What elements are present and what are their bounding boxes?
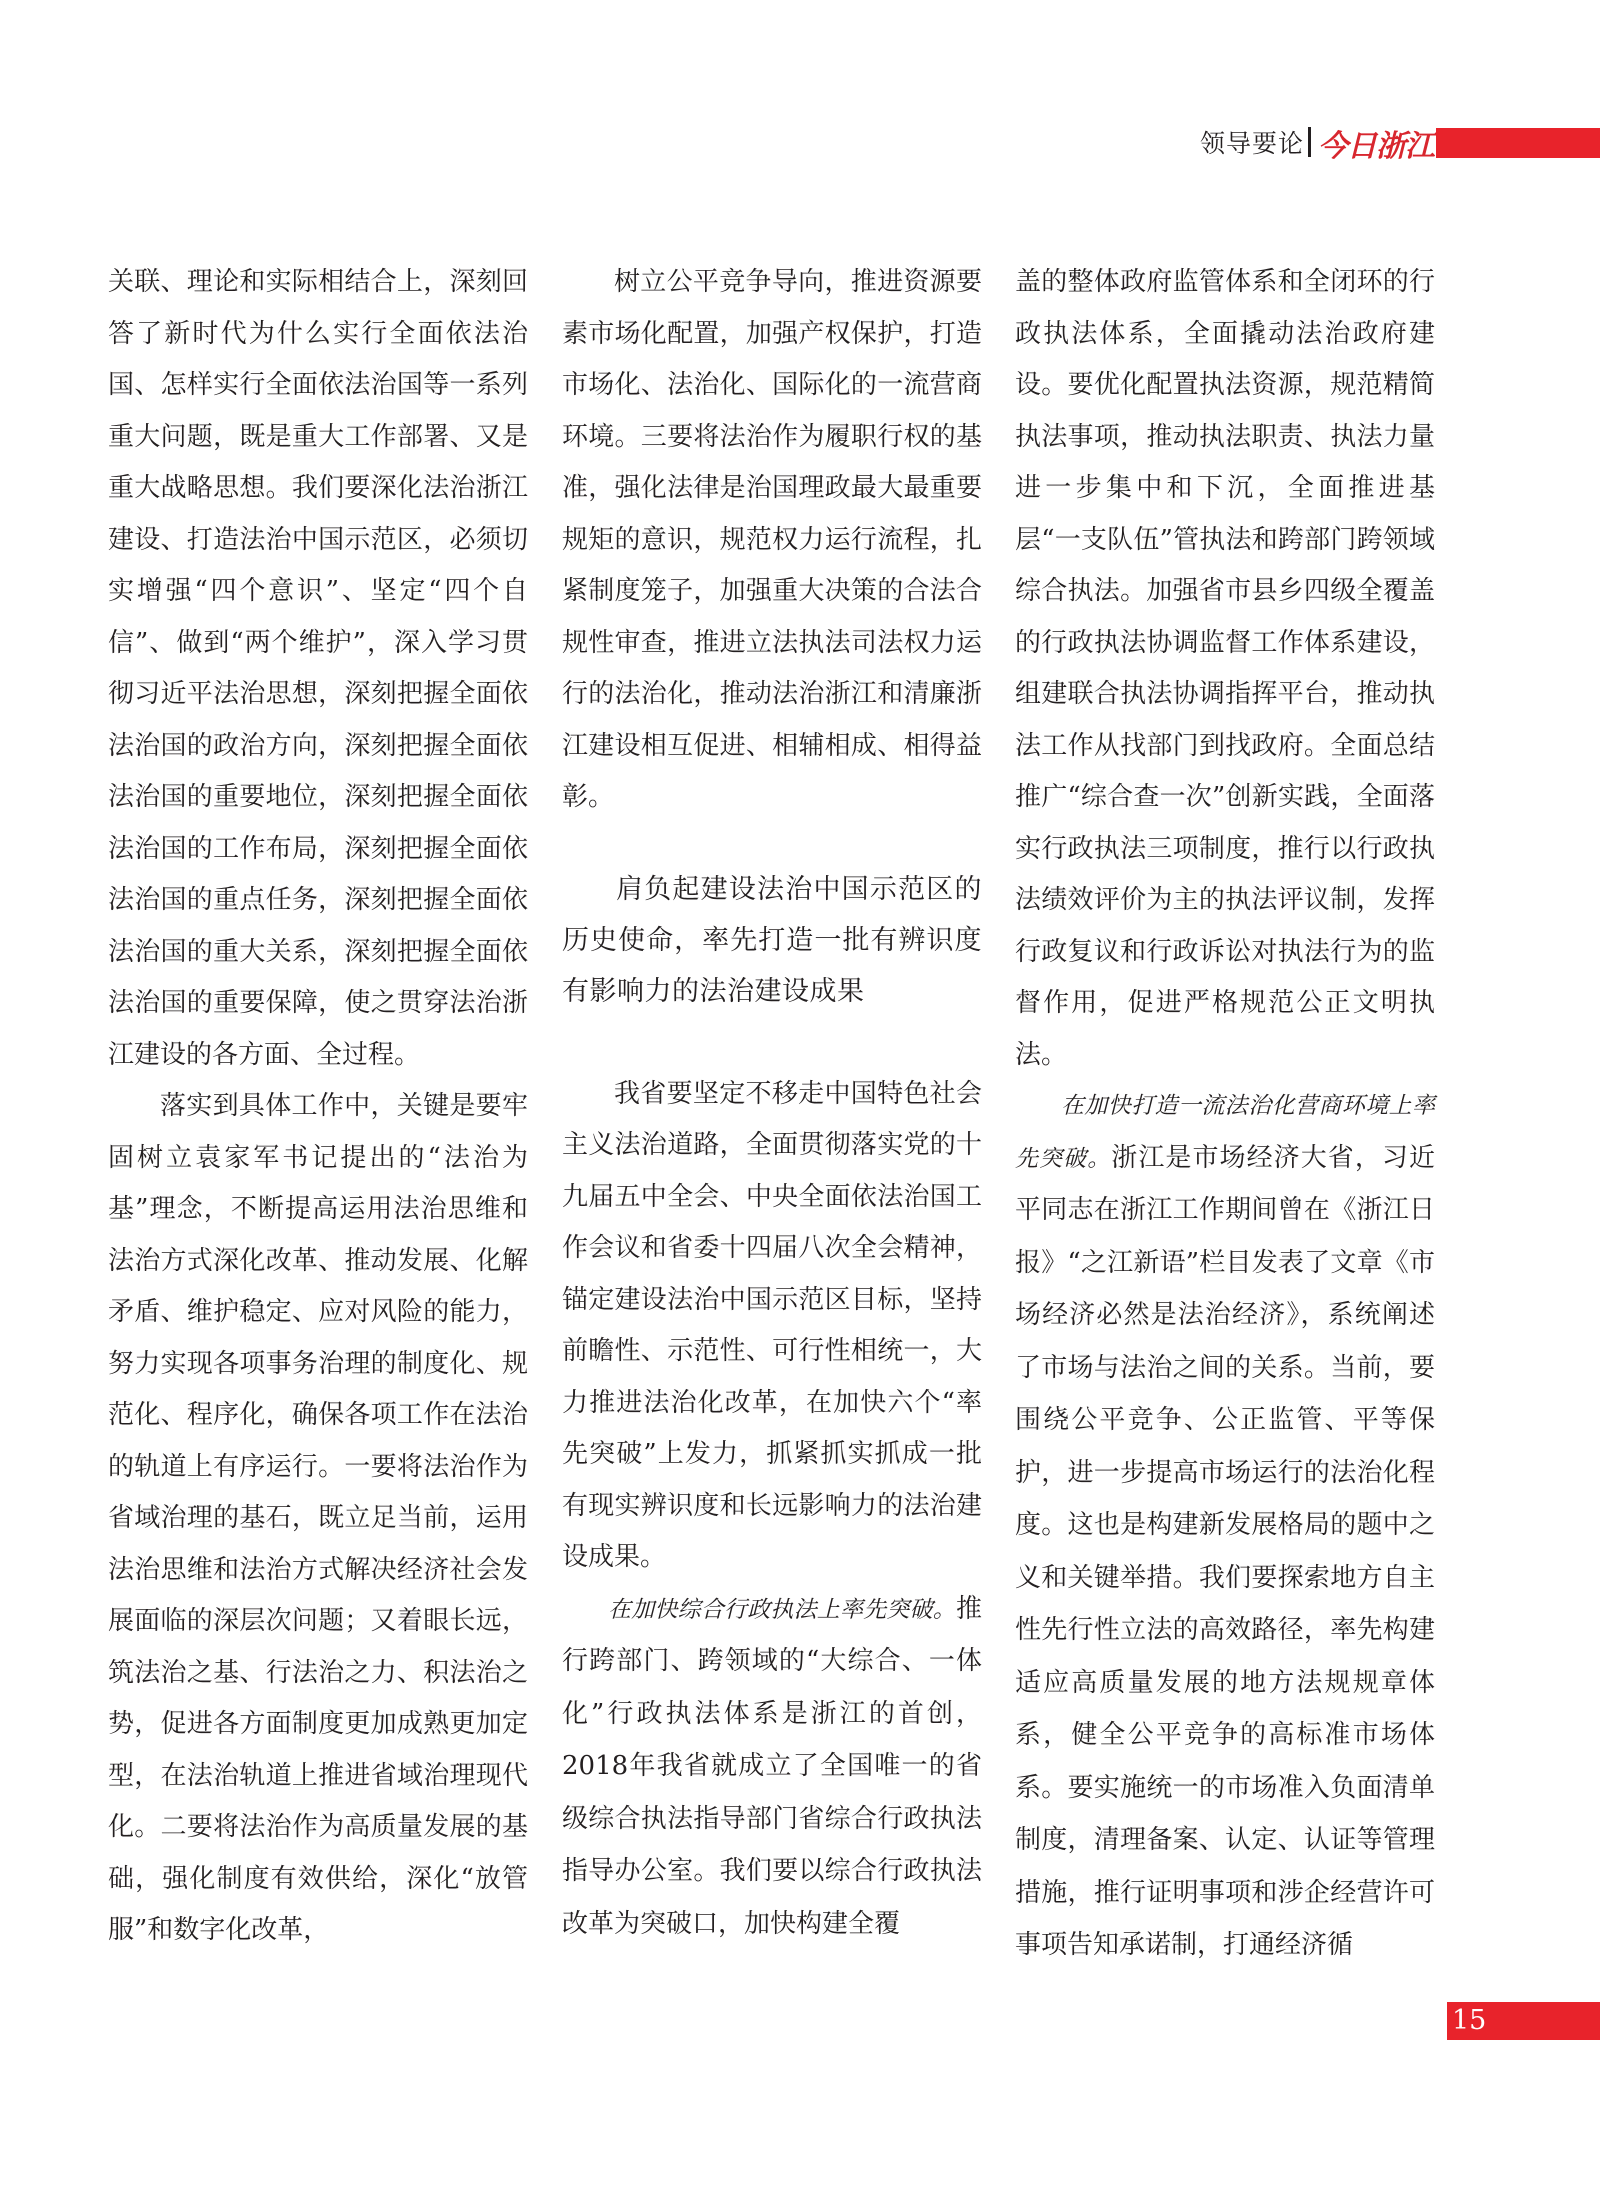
paragraph: 我省要坚定不移走中国特色社会主义法治道路，全面贯彻落实党的十九届五中全会、中央全面依法治国工作会议和省委十四届八次全会精神，锚定建设法治中国示范区目标，坚持前瞻性、示范性、可行性相统一，大力推进法治化改革，在加快六个“率先突破”上发力，抓紧抓实抓成一批有现实辨识度和长远影响力的法治建设成果。 [562,1078,982,1572]
paragraph [562,1584,982,1952]
header-accent-bar [1436,128,1600,158]
paragraph-text: 浙江是市场经济大省，习近平同志在浙江工作期间曾在《浙江日报》“之江新语”栏目发表了文章《市场经济必然是法治经济》，系统阐述了市场与法治之间的关系。当前，要围绕公平竞争、公正监管、平等保护，进一步提高市场运行的法治化程度。这也是构建新发展格局的题中之义和关键举措。我们要探索地方自主性先行性立法的高效路径，率先构建适应高质量发展的地方法规规章体系，健全公平竞争的高标准市场体系。要实施统一的市场准入负面清单制度，清理备案、认定、认证等管理措施，推行证明事项和涉企经营许可事项告知承诺制，打通经济循 [1015,1142,1435,1960]
section-heading: 肩负起建设法治中国示范区的历史使命，率先打造一批有辨识度有影响力的法治建设成果 [562,873,982,1007]
paragraph: 落实到具体工作中，关键是要牢固树立袁家军书记提出的“法治为基”理念，不断提高运用法治思维和法治方式深化改革、推动发展、化解矛盾、维护稳定、应对风险的能力，努力实现各项事务治理的制度化、规范化、程序化，确保各项工作在法治的轨道上有序运行。一要将法治作为省域治理的基石，既立足当前，运用法治思维和法治方式解决经济社会发展面临的深层次问题；又着眼长远，筑法治之基、行法治之力、积法治之势，促进各方面制度更加成熟更加定型，在法治轨道上推进省域治理现代化。二要将法治作为高质量发展的基础，强化制度有效供给，深化“放管服”和数字化改革， [108,1091,528,1945]
magazine-logo: 今日浙江 [1318,129,1434,164]
paragraph: 树立公平竞争导向，推进资源要素市场化配置，加强产权保护，打造市场化、法治化、国际化的一流营商环境。三要将法治作为履职行权的基准，强化法律是治国理政最大最重要规矩的意识，规范权力运行流程，扎紧制度笼子，加强重大决策的合法合规性审查，推进立法执法司法权力运行的法治化，推动法治浙江和清廉浙江建设相互促进、相辅相成、相得益彰。 [562,267,982,812]
emphasis-lead: 在加快打造一流法治化营商环境上率先突破。 [1015,1093,1435,1172]
paragraph-text: 推行跨部门、跨领域的“大综合、一体化”行政执法体系是浙江的首创，2018年我省就成立了全国唯一的省级综合执法指导部门省综合行政执法指导办公室。我们要以综合行政执法改革为突破口，加快构建全覆 [562,1593,982,1939]
paragraph [1015,1081,1435,1973]
article-column-3 [1015,257,1435,1973]
section-label: 领导要论 [1200,129,1305,158]
article-column-1 [108,257,528,1957]
emphasis-lead: 在加快综合行政执法上率先突破。 [608,1596,956,1623]
article-column-2 [562,257,982,1951]
header-divider [1308,127,1311,157]
page-number: 15 [1452,2005,1487,2036]
paragraph: 盖的整体政府监管体系和全闭环的行政执法体系，全面撬动法治政府建设。要优化配置执法资源，规范精简执法事项，推动执法职责、执法力量进一步集中和下沉，全面推进基层“一支队伍”管执法和跨部门跨领域综合执法。加强省市县乡四级全覆盖的行政执法协调监督工作体系建设，组建联合执法协调指挥平台，推动执法工作从找部门到找政府。全面总结推广“综合查一次”创新实践，全面落实行政执法三项制度，推行以行政执法绩效评价为主的执法评议制，发挥行政复议和行政诉讼对执法行为的监督作用，促进严格规范公正文明执法。 [1015,267,1435,1070]
paragraph: 关联、理论和实际相结合上，深刻回答了新时代为什么实行全面依法治国、怎样实行全面依法治国等一系列重大问题，既是重大工作部署、又是重大战略思想。我们要深化法治浙江建设、打造法治中国示范区，必须切实增强“四个意识”、坚定“四个自信”、做到“两个维护”，深入学习贯彻习近平法治思想，深刻把握全面依法治国的政治方向，深刻把握全面依法治国的重要地位，深刻把握全面依法治国的工作布局，深刻把握全面依法治国的重点任务，深刻把握全面依法治国的重大关系，深刻把握全面依法治国的重要保障，使之贯穿法治浙江建设的各方面、全过程。 [108,267,528,1070]
